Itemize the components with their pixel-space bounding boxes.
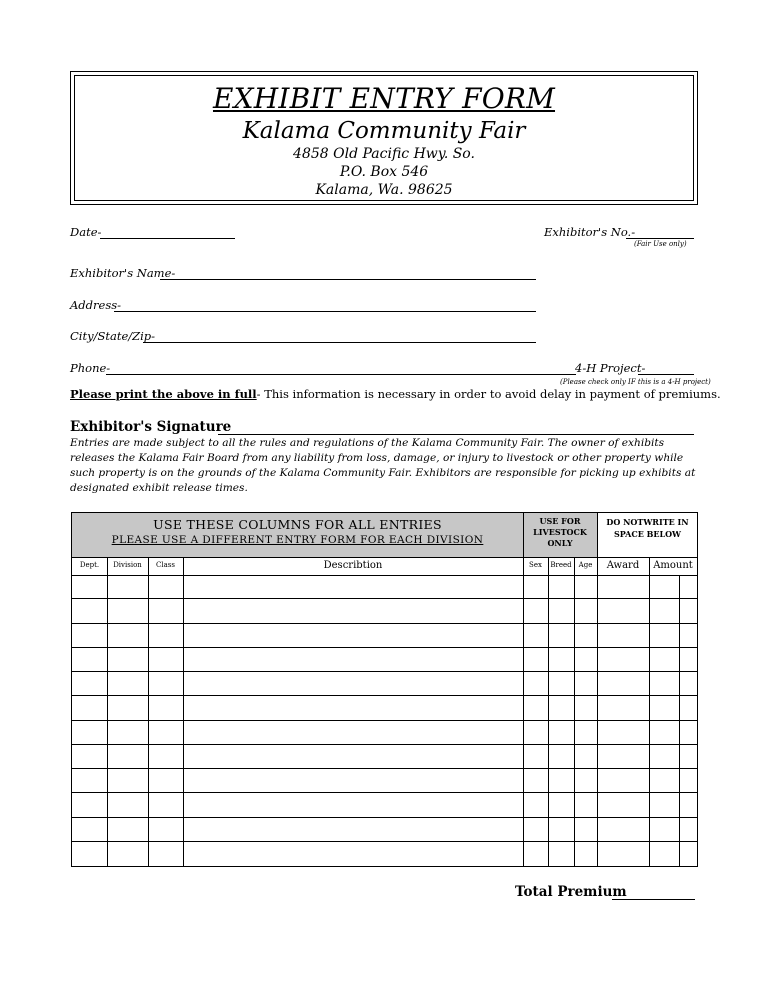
livestock-heading: USE FOR LIVESTOCK ONLY — [533, 516, 587, 548]
col-sex: Sex — [529, 561, 542, 569]
main-heading: USE THESE COLUMNS FOR ALL ENTRIES — [153, 517, 442, 532]
table-row[interactable] — [72, 575, 697, 599]
fair-use-only-note: (Fair Use only) — [634, 240, 687, 248]
fair-name: Kalama Community Fair — [242, 118, 526, 144]
col-age: Age — [578, 561, 593, 569]
exhibitor-name-label: Exhibitor's Name- — [70, 266, 176, 280]
address-label: Address- — [70, 298, 122, 312]
four-h-project-label: 4-H Project- — [575, 361, 646, 375]
col-dept: Dept. — [79, 561, 100, 569]
date-field[interactable] — [100, 238, 235, 239]
exhibitor-name-field[interactable] — [160, 279, 536, 280]
four-h-note: (Please check only IF this is a 4-H project) — [560, 378, 711, 386]
print-in-full-rest: - This information is necessary in order to avoid delay in payment of premiums. — [256, 387, 721, 401]
livestock-heading-cell — [523, 513, 597, 557]
address-line-2: P.O. Box 546 — [339, 164, 429, 180]
total-premium-label: Total Premium — [515, 884, 627, 900]
table-row[interactable] — [72, 818, 697, 842]
signature-label: Exhibitor's Signature — [70, 419, 232, 435]
col-class: Class — [156, 561, 175, 569]
terms-paragraph: Entries are made subject to all the rules and regulations of the Kalama Community Fair. The owner of exhibits releases the Kalama Fair Board from any liability from loss, damage, or injury to livestock or other property while such property is on the grounds of the Kalama Community Fair. Exhibitors are responsible for picking up exhibits at designated exhibit release times. — [70, 437, 696, 494]
col-breed: Breed — [550, 561, 572, 569]
col-division: Division — [113, 561, 142, 569]
table-row[interactable] — [72, 672, 697, 696]
date-label: Date- — [70, 225, 102, 239]
phone-label: Phone- — [70, 361, 111, 375]
address-line-3: Kalama, Wa. 98625 — [315, 182, 453, 198]
exhibitor-no-label: Exhibitor's No.- — [544, 225, 636, 239]
table-row[interactable] — [72, 793, 697, 817]
col-description: Describtion — [323, 560, 383, 571]
heading-divider — [72, 557, 697, 558]
col-amount: Amount — [653, 560, 693, 571]
print-in-full-bold: Please print the above in full — [70, 387, 257, 401]
table-row[interactable] — [72, 624, 697, 648]
table-row[interactable] — [72, 696, 697, 720]
exhibitor-no-field[interactable] — [626, 238, 694, 239]
table-row[interactable] — [72, 648, 697, 672]
signature-field[interactable] — [218, 434, 694, 435]
table-row[interactable] — [72, 842, 697, 866]
entry-table — [71, 512, 698, 867]
main-subheading: PLEASE USE A DIFFERENT ENTRY FORM FOR EACH DIVISION — [111, 534, 484, 546]
main-heading-cell — [72, 513, 523, 557]
office-heading-cell — [597, 513, 698, 557]
total-premium-field[interactable] — [612, 899, 695, 900]
four-h-project-field[interactable] — [638, 374, 694, 375]
print-in-full-note — [70, 387, 721, 401]
address-line-1: 4858 Old Pacific Hwy. So. — [293, 146, 475, 162]
table-row[interactable] — [72, 721, 697, 745]
table-row[interactable] — [72, 745, 697, 769]
city-state-zip-field[interactable] — [143, 342, 536, 343]
address-field[interactable] — [114, 311, 536, 312]
table-row[interactable] — [72, 599, 697, 623]
phone-field[interactable] — [106, 374, 576, 375]
form-header-box — [70, 71, 698, 205]
city-state-zip-label: City/State/Zip- — [70, 329, 156, 343]
form-title: EXHIBIT ENTRY FORM — [212, 82, 556, 115]
office-heading: DO NOTWRITE IN SPACE BELOW — [606, 517, 689, 539]
col-award: Award — [606, 560, 640, 571]
form-header-inner-border — [74, 75, 694, 201]
table-row[interactable] — [72, 769, 697, 793]
